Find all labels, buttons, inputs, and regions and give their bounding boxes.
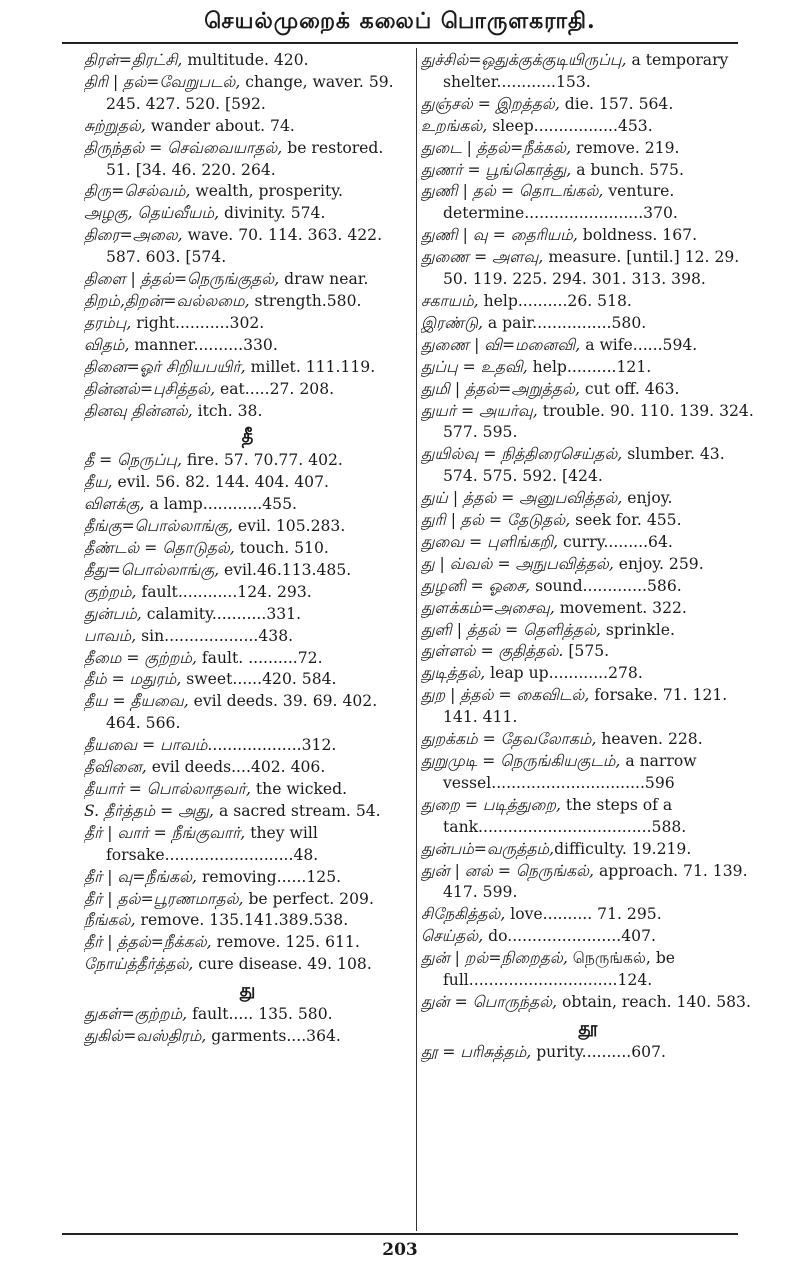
entry-definition: strength.580. bbox=[249, 291, 362, 310]
dictionary-entry bbox=[84, 669, 411, 691]
dictionary-entry bbox=[84, 910, 411, 932]
entry-headword: துணை | வி=மனைவி, bbox=[421, 335, 581, 354]
entry-headword: திரள்=திரட்சி, bbox=[84, 51, 183, 69]
entry-definition: evil. 105.283. bbox=[232, 517, 346, 536]
entry-headword: தின்னல்=புசித்தல், bbox=[84, 379, 216, 398]
dictionary-entry bbox=[421, 94, 755, 116]
left-column bbox=[84, 50, 411, 1231]
page-header: செயல்முறைக் கலைப் பொருளகராதி. bbox=[204, 8, 596, 34]
dictionary-entry bbox=[84, 538, 411, 560]
dictionary-entry bbox=[84, 626, 411, 648]
entry-definition: enjoy. 259. bbox=[613, 554, 704, 573]
entry-definition: wealth, prosperity. bbox=[190, 182, 343, 201]
entry-headword: தீண்டல் = தொடுதல், bbox=[84, 539, 235, 558]
entry-definition: the wicked. bbox=[250, 780, 348, 798]
entry-headword: தினவு தின்னல், bbox=[84, 401, 193, 420]
page-number: 203 bbox=[382, 1240, 418, 1260]
header-rule bbox=[62, 42, 738, 44]
dictionary-entry bbox=[84, 203, 411, 225]
entry-definition: enjoy. bbox=[622, 489, 673, 508]
dictionary-entry bbox=[421, 291, 755, 313]
entry-definition: right...........302. bbox=[131, 313, 265, 332]
dictionary-entry bbox=[421, 444, 755, 488]
dictionary-entry bbox=[421, 225, 755, 247]
entry-headword: சுற்றுதல், bbox=[84, 116, 146, 135]
entry-definition: boldness. 167. bbox=[577, 226, 698, 245]
entry-headword: துகள்=குற்றம், bbox=[84, 1005, 188, 1024]
entry-headword: துள்ளல் = குதித்தல். bbox=[421, 642, 564, 661]
dictionary-entry bbox=[84, 823, 411, 867]
dictionary-entry bbox=[84, 560, 411, 582]
dictionary-entry bbox=[421, 379, 755, 401]
entry-headword: துவை = புளிங்கறி, bbox=[421, 532, 559, 551]
dictionary-entry bbox=[84, 954, 411, 976]
entry-headword: துணி | வு = தைரியம், bbox=[421, 226, 578, 245]
dictionary-entry bbox=[84, 779, 411, 801]
entry-definition: evil deeds. 39. 69. 402. 464. 566. bbox=[106, 692, 378, 733]
entry-definition: they will forsake..........................48. bbox=[106, 823, 319, 864]
entry-headword: திரி | தல்=வேறுபடல், bbox=[84, 72, 241, 91]
entry-headword: தூ = பரிசுத்தம், bbox=[421, 1042, 532, 1061]
entry-headword: துன்பம், bbox=[84, 604, 142, 623]
entry-definition: venture. determine........................370. bbox=[443, 182, 678, 223]
right-column bbox=[421, 50, 755, 1231]
entry-headword: துழனி = ஓசை, bbox=[421, 576, 531, 595]
entry-headword: திருந்தல் = செவ்வையாதல், bbox=[84, 138, 283, 157]
dictionary-entry bbox=[84, 1004, 411, 1026]
entry-headword: சகாயம், bbox=[421, 291, 479, 310]
entry-definition: help..........121. bbox=[527, 357, 652, 376]
dictionary-entry bbox=[421, 335, 755, 357]
entry-definition: fault. ..........72. bbox=[196, 648, 323, 667]
entry-headword: விளக்கு, bbox=[84, 495, 145, 514]
dictionary-entry bbox=[421, 401, 755, 445]
entry-headword: தீது=பொல்லாங்கு, bbox=[84, 560, 220, 579]
entry-headword: துறுமுடி = நெருங்கியகுடம், bbox=[421, 752, 621, 770]
dictionary-entry bbox=[84, 867, 411, 889]
entry-definition: heaven. 228. bbox=[596, 730, 703, 749]
column-divider bbox=[416, 48, 417, 1231]
entry-headword: து | வ்வல் = அநுபவித்தல், bbox=[421, 554, 614, 573]
dictionary-entry bbox=[84, 516, 411, 538]
entry-definition: millet. 111.119. bbox=[245, 357, 376, 376]
entry-definition: fire. 57. 70.77. 402. bbox=[181, 451, 343, 470]
entry-definition: multitude. 420. bbox=[182, 51, 309, 69]
entry-definition: a wife......594. bbox=[580, 335, 698, 354]
entry-headword: சிநேகித்தல், bbox=[421, 905, 506, 924]
entry-headword: துறக்கம் = தேவலோகம், bbox=[421, 730, 597, 749]
entry-definition: fault............124. 293. bbox=[136, 582, 312, 601]
dictionary-entry bbox=[421, 357, 755, 379]
entry-definition: cure disease. 49. 108. bbox=[193, 955, 372, 974]
dictionary-entry bbox=[421, 576, 755, 598]
entry-headword: துன் | றல்=நிறைதல், bbox=[421, 949, 568, 968]
entry-definition: itch. 38. bbox=[192, 401, 263, 420]
entry-definition: slumber. 43. 574. 575. 592. [424. bbox=[443, 445, 725, 486]
entry-definition: sweet......420. 584. bbox=[181, 670, 337, 689]
dictionary-entry bbox=[421, 488, 755, 510]
entry-definition: sprinkle. bbox=[600, 620, 675, 639]
entry-definition: evil. 56. 82. 144. 404. 407. bbox=[112, 473, 329, 492]
entry-definition: be restored. 51. [34. 46. 220. 264. bbox=[106, 138, 384, 179]
entry-headword: அழகு, தெய்வீயம், bbox=[84, 204, 220, 223]
entry-headword: S. தீர்த்தம் = அது, bbox=[84, 801, 214, 820]
entry-definition: calamity...........331. bbox=[141, 604, 302, 623]
entry-definition: divinity. 574. bbox=[219, 204, 326, 223]
dictionary-entry bbox=[84, 735, 411, 757]
dictionary-entry bbox=[84, 291, 411, 313]
entry-headword: தீர் | வு=நீங்கல், bbox=[84, 867, 197, 886]
dictionary-entry bbox=[421, 839, 755, 861]
dictionary-entry bbox=[421, 160, 755, 182]
dictionary-entry bbox=[84, 450, 411, 472]
entry-definition: wander about. 74. bbox=[145, 116, 295, 135]
entry-headword: தீர் | தல்=பூரணமாதல், bbox=[84, 889, 244, 908]
entry-headword: தீயவை = பாவம் bbox=[84, 736, 208, 755]
dictionary-entry bbox=[421, 510, 755, 532]
entry-definition: remove. 219. bbox=[571, 138, 680, 157]
entry-definition: help..........26. 518. bbox=[478, 291, 632, 310]
entry-definition: நெருங்கல், be full..............................124. bbox=[443, 949, 676, 990]
dictionary-entry bbox=[84, 225, 411, 269]
entry-headword: செய்தல், bbox=[421, 927, 484, 946]
entry-definition: garments....364. bbox=[206, 1027, 341, 1046]
entry-definition: a temporary shelter............153. bbox=[443, 51, 729, 91]
dictionary-entry bbox=[84, 889, 411, 911]
entry-definition: change, waver. 59. 245. 427. 520. [592. bbox=[106, 72, 394, 113]
entry-headword: தீவினை, bbox=[84, 758, 147, 777]
dictionary-entry bbox=[421, 620, 755, 642]
entry-headword: நீங்கல், bbox=[84, 911, 136, 930]
dictionary-entry bbox=[84, 1026, 411, 1048]
dictionary-entry bbox=[421, 50, 755, 94]
dictionary-entry bbox=[421, 532, 755, 554]
entry-headword: துச்சில்=ஒதுக்குக்குடியிருப்பு, bbox=[421, 51, 627, 69]
entry-headword: தீங்கு=பொல்லாங்கு, bbox=[84, 517, 233, 536]
entry-headword: தீர் | த்தல்=நீக்கல், bbox=[84, 933, 212, 952]
dictionary-entry bbox=[84, 313, 411, 335]
dictionary-entry bbox=[84, 582, 411, 604]
dictionary-entry bbox=[84, 691, 411, 735]
entry-definition: love.......... 71. 295. bbox=[505, 905, 662, 924]
entry-definition: a pair................580. bbox=[482, 313, 647, 332]
entry-headword: துளக்கம்=அசைவு, bbox=[421, 598, 555, 617]
dictionary-entry bbox=[84, 801, 411, 823]
entry-definition: be perfect. 209. bbox=[243, 889, 374, 908]
entry-headword: துன்பம்=வருத்தம், bbox=[421, 839, 555, 858]
entry-definition: approach. 71. 139. 417. 599. bbox=[443, 861, 748, 902]
entry-headword: துடை | த்தல்=நீக்கல், bbox=[421, 138, 572, 157]
entry-headword: தீ = நெருப்பு, bbox=[84, 451, 182, 470]
dictionary-entry bbox=[84, 932, 411, 954]
entry-headword: துயில்வு = நித்திரைசெய்தல், bbox=[421, 445, 623, 464]
entry-definition: manner..........330. bbox=[129, 335, 278, 354]
dictionary-entry bbox=[84, 72, 411, 116]
dictionary-entry bbox=[421, 948, 755, 992]
entry-definition: ...................312. bbox=[207, 736, 337, 755]
dictionary-entry bbox=[421, 926, 755, 948]
dictionary-entry bbox=[421, 554, 755, 576]
dictionary-entry bbox=[421, 247, 755, 291]
entry-headword: திறம்,திறன்=வல்லமை, bbox=[84, 291, 250, 310]
entry-headword: துன் = பொருந்தல், bbox=[421, 992, 558, 1011]
dictionary-entry bbox=[421, 729, 755, 751]
entry-headword: குற்றம், bbox=[84, 582, 137, 601]
dictionary-entry bbox=[421, 1042, 755, 1064]
dictionary-entry bbox=[421, 641, 755, 663]
entry-headword: துமி | த்தல்=அறுத்தல், bbox=[421, 379, 580, 398]
entry-definition: draw near. bbox=[279, 270, 369, 289]
entry-headword: துறை = படித்துறை, bbox=[421, 795, 561, 814]
entry-definition: a bunch. 575. bbox=[571, 160, 684, 179]
entry-definition: obtain, reach. 140. 583. bbox=[557, 992, 751, 1011]
entry-definition: leap up............278. bbox=[485, 664, 643, 683]
dictionary-entry bbox=[84, 379, 411, 401]
entry-headword: தீய = தீயவை, bbox=[84, 692, 189, 711]
entry-headword: இரண்டு, bbox=[421, 313, 483, 332]
entry-headword: விதம், bbox=[84, 335, 130, 354]
entry-definition: wave. 70. 114. 363. 422. 587. 603. [574. bbox=[106, 226, 383, 267]
entry-definition: eat.....27. 208. bbox=[215, 379, 335, 398]
entry-headword: துணர் = பூங்கொத்து, bbox=[421, 160, 572, 179]
dictionary-entry bbox=[421, 313, 755, 335]
entry-headword: தரம்பு, bbox=[84, 313, 132, 332]
entry-definition: seek for. 455. bbox=[570, 511, 682, 530]
entry-headword: தீய, bbox=[84, 473, 113, 492]
section-letter: தூ bbox=[578, 1017, 598, 1039]
entry-definition: removing......125. bbox=[197, 867, 342, 886]
dictionary-entry bbox=[84, 357, 411, 379]
dictionary-entry bbox=[84, 50, 411, 72]
entry-definition: a narrow vessel...............................596 bbox=[443, 752, 697, 792]
entry-definition: evil deeds....402. 406. bbox=[146, 758, 326, 777]
entry-definition: [575. bbox=[563, 642, 610, 661]
dictionary-entry bbox=[84, 648, 411, 670]
entry-headword: துன் | னல் = நெருங்கல், bbox=[421, 861, 594, 880]
entry-headword: உறங்கல், bbox=[421, 116, 488, 135]
dictionary-entry bbox=[84, 472, 411, 494]
entry-headword: திரை=அலை, bbox=[84, 226, 183, 245]
entry-definition: difficulty. 19.219. bbox=[554, 839, 692, 858]
entry-definition: measure. [until.] 12. 29. 50. 119. 225. 294. 301. 313. 398. bbox=[443, 248, 740, 289]
entry-definition: purity..........607. bbox=[531, 1042, 666, 1061]
dictionary-entry bbox=[84, 757, 411, 779]
entry-headword: துணி | தல் = தொடங்கல், bbox=[421, 182, 604, 201]
entry-headword: நோய்த்தீர்த்தல், bbox=[84, 955, 194, 974]
entry-definition: remove. 135.141.389.538. bbox=[135, 911, 349, 930]
entry-definition: movement. 322. bbox=[554, 598, 687, 617]
dictionary-entry bbox=[421, 598, 755, 620]
dictionary-entry bbox=[421, 751, 755, 795]
entry-headword: துணை = அளவு, bbox=[421, 248, 544, 267]
entry-definition: remove. 125. 611. bbox=[211, 933, 360, 952]
dictionary-entry bbox=[84, 335, 411, 357]
entry-headword: துயர் = அயர்வு, bbox=[421, 401, 538, 420]
entry-headword: தினை=ஓர் சிறியபயிர், bbox=[84, 357, 246, 376]
entry-definition: sleep.................453. bbox=[487, 116, 653, 135]
entry-headword: தீர் | வார் = நீங்குவார், bbox=[84, 823, 246, 842]
entry-headword: துய் | த்தல் = அனுபவித்தல், bbox=[421, 489, 623, 508]
entry-definition: curry.........64. bbox=[558, 532, 673, 551]
dictionary-entry bbox=[421, 861, 755, 905]
dictionary-entry bbox=[84, 604, 411, 626]
section-letter: தீ bbox=[241, 426, 254, 448]
dictionary-entry bbox=[421, 992, 755, 1014]
dictionary-entry bbox=[84, 138, 411, 182]
entry-definition: the steps of a tank...................................588. bbox=[443, 795, 687, 836]
dictionary-entry bbox=[421, 663, 755, 685]
footer-rule bbox=[62, 1233, 738, 1235]
entry-headword: துகில்=வஸ்திரம், bbox=[84, 1027, 207, 1046]
entry-definition: sin...................438. bbox=[136, 626, 294, 645]
entry-definition: do.......................407. bbox=[483, 927, 656, 946]
entry-headword: தீம் = மதுரம், bbox=[84, 670, 182, 689]
entry-headword: துஞ்சல் = இறத்தல், bbox=[421, 94, 560, 113]
entry-definition: fault..... 135. 580. bbox=[187, 1005, 333, 1024]
entry-headword: பாவம், bbox=[84, 626, 137, 645]
entry-definition: sound.............586. bbox=[530, 576, 682, 595]
entry-definition: a sacred stream. 54. bbox=[214, 801, 381, 820]
dictionary-entry bbox=[421, 685, 755, 729]
entry-definition: die. 157. 564. bbox=[559, 94, 674, 113]
section-letter: து bbox=[239, 980, 256, 1002]
dictionary-entry bbox=[84, 116, 411, 138]
entry-headword: துப்பு = உதவி, bbox=[421, 357, 528, 376]
dictionary-entry bbox=[84, 269, 411, 291]
entry-definition: touch. 510. bbox=[234, 539, 329, 558]
dictionary-entry bbox=[421, 795, 755, 839]
entry-headword: திளை | த்தல்=நெருங்குதல், bbox=[84, 270, 280, 289]
entry-definition: trouble. 90. 110. 139. 324. 577. 595. bbox=[443, 401, 754, 442]
entry-headword: துளி | த்தல் = தெளித்தல், bbox=[421, 620, 601, 639]
entry-definition: a lamp............455. bbox=[144, 495, 297, 514]
entry-definition: forsake. 71. 121. 141. 411. bbox=[443, 686, 728, 727]
dictionary-entry bbox=[421, 181, 755, 225]
entry-definition: evil.46.113.485. bbox=[219, 560, 352, 579]
entry-headword: தீயார் = பொல்லாதவர், bbox=[84, 780, 251, 798]
dictionary-entry bbox=[421, 116, 755, 138]
entry-headword: துற | த்தல் = கைவிடல், bbox=[421, 686, 590, 705]
dictionary-entry bbox=[84, 401, 411, 423]
entry-definition: cut off. 463. bbox=[579, 379, 680, 398]
dictionary-entry bbox=[84, 494, 411, 516]
entry-headword: துடித்தல், bbox=[421, 664, 486, 683]
entry-headword: திரு=செல்வம், bbox=[84, 182, 191, 201]
entry-headword: தீமை = குற்றம், bbox=[84, 648, 197, 667]
dictionary-entry bbox=[421, 904, 755, 926]
dictionary-entry bbox=[421, 138, 755, 160]
dictionary-entry bbox=[84, 181, 411, 203]
entry-headword: துரி | தல் = தேடுதல், bbox=[421, 511, 571, 530]
